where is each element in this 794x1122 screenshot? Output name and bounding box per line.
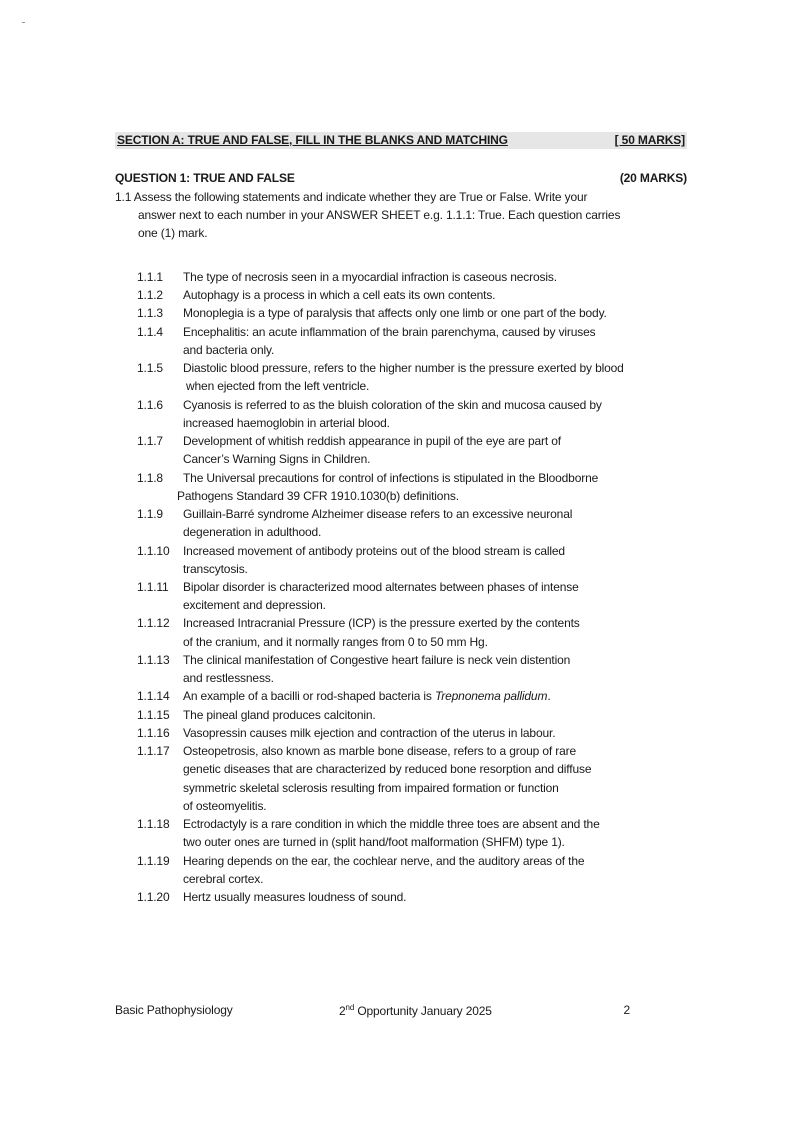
statement-line: increased haemoglobin in arterial blood. [183,415,390,430]
statement-line: genetic diseases that are characterized by reduced bone resorption and diffuse [183,762,592,777]
statement-line: Diastolic blood pressure, refers to the higher number is the pressure exerted by blood [183,361,624,376]
statement-line: Cyanosis is referred to as the bluish coloration of the skin and mucosa caused by [183,397,602,412]
statement-number: 1.1.6 [137,397,163,412]
exam-opportunity: 2nd Opportunity January 2025 [339,1003,492,1018]
statement-line: Increased Intracranial Pressure (ICP) is the pressure exerted by the contents [183,616,580,631]
statement-text [183,268,624,286]
statement-line: symmetric skeletal sclerosis resulting from impaired formation or function [183,780,559,795]
statement-line: Vasopressin causes milk ejection and contraction of the uterus in labour. [183,725,556,740]
statement-text [183,432,624,468]
statement-line: when ejected from the left ventricle. [186,379,370,394]
statement-item [137,742,624,815]
statement-text [183,286,624,304]
statement-item [137,432,624,468]
instructions [115,188,620,243]
statement-text [183,505,624,541]
statement-line: cerebral cortex. [183,871,264,886]
page-number: 2 [623,1003,630,1017]
statement-number: 1.1.7 [137,434,163,449]
statement-line: The pineal gland produces calcitonin. [183,707,376,722]
question-header [115,171,687,185]
question-marks: (20 MARKS) [619,171,687,185]
statement-text [177,469,624,505]
statement-line: Bipolar disorder is characterized mood alternates between phases of intense [183,579,579,594]
statement-text [183,706,624,724]
statement-item [137,542,624,578]
statement-number: 1.1.12 [137,616,170,631]
instruction-line: one (1) mark. [138,226,208,241]
statement-number: 1.1.10 [137,543,170,558]
statement-item [137,578,624,614]
statement-line: of osteomyelitis. [183,798,267,813]
statement-number: 1.1.18 [137,817,170,832]
statement-item [137,505,624,541]
statement-line: and bacteria only. [183,342,275,357]
statement-number: 1.1.14 [137,689,170,704]
statement-line: The clinical manifestation of Congestive heart failure is neck vein distention [183,652,571,667]
statement-item [137,724,624,742]
instruction-line: answer next to each number in your ANSWER SHEET e.g. 1.1.1: True. Each question carries [138,208,621,223]
statement-text [183,304,624,322]
statement-number: 1.1.20 [137,889,170,904]
statement-text [183,888,624,906]
statement-text [183,815,624,851]
statement-number: 1.1.19 [137,853,170,868]
statement-item [137,687,624,705]
statement-line: Encephalitis: an acute inflammation of the brain parenchyma, caused by viruses [183,324,596,339]
statement-text [183,852,624,888]
statement-text [183,742,624,815]
statement-item [137,304,624,322]
statement-text [183,687,624,705]
statement-line: degeneration in adulthood. [183,525,322,540]
statement-text [183,651,624,687]
statement-line: The type of necrosis seen in a myocardial infraction is caseous necrosis. [183,270,557,284]
statement-item [137,396,624,432]
statement-item [137,852,624,888]
section-marks: [ 50 MARKS] [614,133,685,147]
statement-number: 1.1.16 [137,725,170,740]
statement-item [137,706,624,724]
statement-number: 1.1.5 [137,361,163,376]
statement-line: transcytosis. [183,561,248,576]
statement-line: Development of whitish reddish appearance in pupil of the eye are part of [183,434,561,449]
statement-item [137,815,624,851]
statement-number: 1.1.4 [137,324,163,339]
statement-text [183,578,624,614]
statement-item [137,359,624,395]
statement-number: 1.1.13 [137,652,170,667]
statement-fragment: An example of a bacilli or rod-shaped bacteria is [183,689,435,704]
section-header [115,132,687,149]
statement-text [183,542,624,578]
statement-line: Guillain-Barré syndrome Alzheimer disease refers to an excessive neuronal [183,507,573,522]
instruction-number: 1.1 [115,190,132,204]
statement-number: 1.1.8 [137,470,163,485]
statement-item [137,614,624,650]
course-name: Basic Pathophysiology [115,1003,233,1017]
statement-line: Autophagy is a process in which a cell eats its own contents. [183,288,496,303]
statement-fragment: . [547,689,551,704]
statement-item [137,286,624,304]
instruction-line: Assess the following statements and indicate whether they are True or False. Write your [133,190,588,204]
statement-text [183,323,624,359]
statement-line: two outer ones are turned in (split hand/foot malformation (SHFM) type 1). [183,835,565,850]
statement-text [183,724,624,742]
statement-list [137,268,624,906]
statement-line: of the cranium, and it normally ranges from 0 to 50 mm Hg. [183,634,488,649]
question-title: QUESTION 1: TRUE AND FALSE [115,171,295,185]
statement-line: The Universal precautions for control of infections is stipulated in the Bloodborne [183,470,599,485]
statement-item [137,651,624,687]
statement-number: 1.1.17 [137,744,170,759]
statement-item [137,469,624,505]
statement-number: 1.1.11 [137,579,169,594]
statement-item [137,888,624,906]
species-name: Trepnonema pallidum [434,689,548,704]
statement-line: Hertz usually measures loudness of sound. [183,889,407,904]
statement-text [183,396,624,432]
statement-number: 1.1.9 [137,507,163,522]
statement-line: Monoplegia is a type of paralysis that affects only one limb or one part of the body. [183,306,607,321]
statement-line: Osteopetrosis, also known as marble bone disease, refers to a group of rare [183,744,576,759]
statement-line: Cancer’s Warning Signs in Children. [183,452,371,467]
statement-item [137,268,624,286]
statement-text [183,359,624,395]
statement-number: 1.1.3 [137,306,163,321]
statement-line: and restlessness. [183,671,274,686]
statement-line: Hearing depends on the ear, the cochlear nerve, and the auditory areas of the [183,853,585,868]
statement-number: 1.1.15 [137,707,170,722]
statement-item [137,323,624,359]
statement-line: Pathogens Standard 39 CFR 1910.1030(b) definitions. [177,488,459,503]
statement-line: excitement and depression. [183,598,326,613]
section-title: SECTION A: TRUE AND FALSE, FILL IN THE BLANKS AND MATCHING [117,133,508,147]
statement-number: 1.1.1 [137,270,163,284]
statement-text [183,614,624,650]
statement-line: Increased movement of antibody proteins out of the blood stream is called [183,543,565,558]
statement-line [183,687,624,705]
scan-speck [22,22,25,23]
statement-number: 1.1.2 [137,288,163,303]
statement-line: Ectrodactyly is a rare condition in which the middle three toes are absent and the [183,817,600,832]
